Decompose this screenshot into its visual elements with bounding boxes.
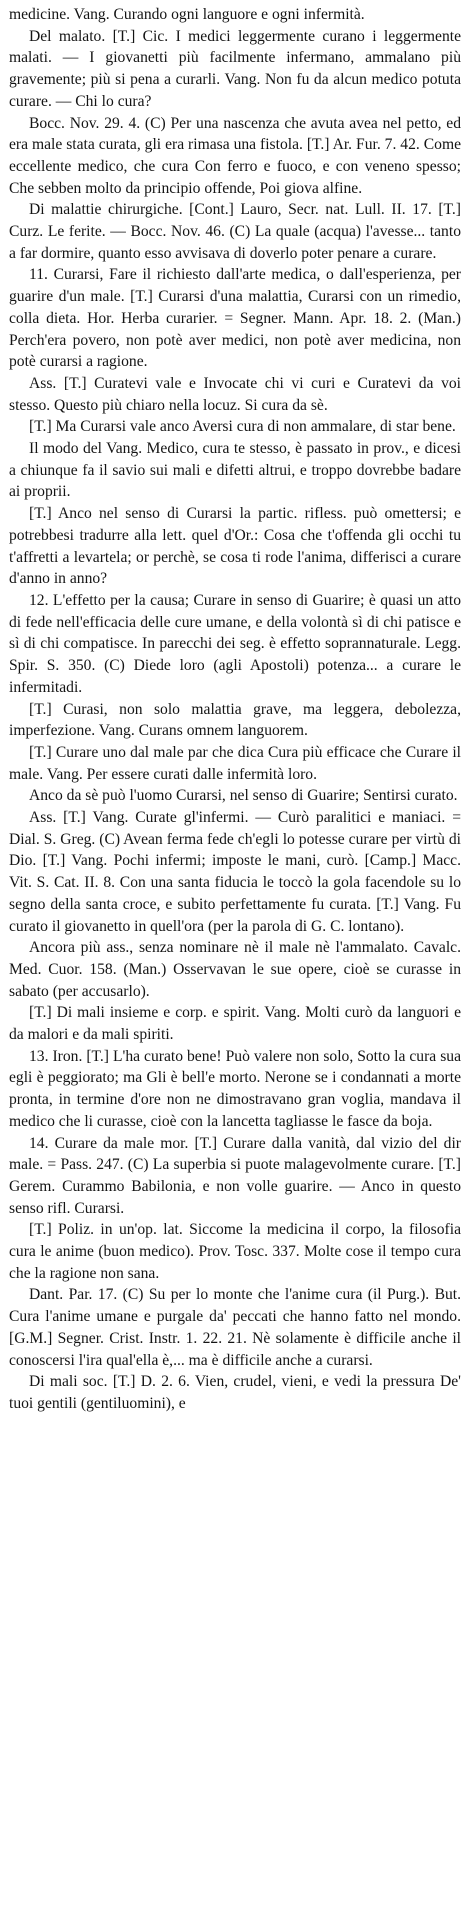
- paragraph: [T.] Curare uno dal male par che dica Cura più efficace che Curare il male. Vang. Per essere curati dalle infermità loro.: [9, 743, 461, 783]
- paragraph: [T.] Poliz. in un'op. lat. Siccome la medicina il corpo, la filosofia cura le anime (buon medico). Prov. Tosc. 337. Molte cose il tempo cura che la ragione non sana.: [9, 1221, 461, 1282]
- paragraph-section-14: 14. Curare da male mor. [T.] Curare dalla vanità, dal vizio del dir male. = Pass. 247. (C) La superbia si puote malagevolmente curare. [T.] Gerem. Curammo Babilonia, e non volle guarire. — Anco in questo senso rifl. Curarsi.: [9, 1134, 461, 1217]
- paragraph: Dant. Par. 17. (C) Su per lo monte che l'anime cura (il Purg.). But. Cura l'anime umane e purgale da' peccati che hanno fatto nel mondo. [G.M.] Segner. Crist. Instr. 1. 22. 21. Nè solamente è difficile anche il conoscersi l'ira qual'ella è,... ma è difficile anche a curarsi.: [9, 1286, 461, 1369]
- paragraph: Il modo del Vang. Medico, cura te stesso, è passato in prov., e dicesi a chiunque fa il savio sui mali e difetti altrui, e troppo dovrebbe badare ai proprii.: [9, 440, 461, 501]
- paragraph: Ancora più ass., senza nominare nè il male nè l'ammalato. Cavalc. Med. Cuor. 158. (Man.) Osservavan le sue opere, cioè se curasse in sabato (per accusarlo).: [9, 939, 461, 1000]
- paragraph: [T.] Ma Curarsi vale anco Aversi cura di non ammalare, di star bene.: [29, 418, 456, 436]
- paragraph-section-13: 13. Iron. [T.] L'ha curato bene! Può valere non solo, Sotto la cura sua egli è peggiorato; ma Gli è bell'e morto. Nerone se i condannati a morte pronta, in termine d'ore non ne dimostravano gran voglia, mandava il medico che li curasse, cioè con la lancetta tagliasse le fasce da boja.: [9, 1047, 461, 1130]
- paragraph-section-11: 11. Curarsi, Fare il richiesto dall'arte medica, o dall'esperienza, per guarire d'un male. [T.] Curarsi d'una malattia, Curarsi con un rimedio, colla dieta. Hor. Herba curarier. = Segner. Mann. Apr. 18. 2. (Man.) Perch'era povero, non potè aver medici, non potè aver medicina, non potè curarsi a ragione.: [9, 266, 461, 371]
- paragraph: Di mali soc. [T.] D. 2. 6. Vien, crudel, vieni, e vedi la pressura De' tuoi gentili (gentiluomini), e: [9, 1373, 461, 1412]
- paragraph: [T.] Anco nel senso di Curarsi la partic. rifless. può omettersi; e potrebbesi tradurre alla lett. quel d'Or.: Cosa che t'offenda gli occhi tu t'affretti a levartela; or perchè, se cosa ti rode l'anima, differisci a curare d'anno in anno?: [9, 505, 461, 588]
- paragraph: [T.] Curasi, non solo malattia grave, ma leggera, debolezza, imperfezione. Vang. Curans omnem languorem.: [9, 700, 461, 740]
- paragraph: Ass. [T.] Curatevi vale e Invocate chi vi curi e Curatevi da voi stesso. Questo più chiaro nella locuz. Si cura da sè.: [9, 374, 461, 414]
- paragraph: Del malato. [T.] Cic. I medici leggermente curano i leggermente malati. — I giovanetti più facilmente infermano, ammalano più gravemente; più si pena a curarli. Vang. Non fu da alcun medico potuta curare. — Chi lo cura?: [9, 27, 461, 110]
- paragraph: medicine. Vang. Curando ogni languore e ogni infermità.: [9, 6, 365, 23]
- paragraph: Ass. [T.] Vang. Curate gl'infermi. — Curò paralitici e maniaci. = Dial. S. Greg. (C) Avean ferma fede ch'egli lo potesse curare per virtù di Dio. [T.] Vang. Pochi infermi; imposte le mani, curò. [Camp.] Macc. Vit. S. Cat. II. 8. Con una santa fiducia le toccò la gola facendole su lo segno della santa croce, e subito perfettamente fu curata. [T.] Vang. Fu curato il giovanetto in quell'ora (per la parola di G. C. lontano).: [9, 809, 461, 935]
- paragraph: Bocc. Nov. 29. 4. (C) Per una nascenza che avuta avea nel petto, ed era male stata curata, gli era rimasa una fistola. [T.] Ar. Fur. 7. 42. Come eccellente medico, che cura Con ferro e fuoco, e con veneno spesso; Che sebben molto da principio offende, Poi giova alfine.: [9, 114, 461, 197]
- paragraph-section-12: 12. L'effetto per la causa; Curare in senso di Guarire; è quasi un atto di fede nell'efficacia delle cure umane, e della volontà sì di chi patisce e sì di chi compatisce. In parecchi dei seg. è effetto soprannaturale. Legg. Spir. S. 350. (C) Diede loro (agli Apostoli) potenza... a curare le infermitadi.: [9, 591, 461, 696]
- paragraph: [T.] Di mali insieme e corp. e spirit. Vang. Molti curò da languori e da malori e da mali spiriti.: [9, 1004, 461, 1044]
- paragraph: Di malattie chirurgiche. [Cont.] Lauro, Secr. nat. Lull. II. 17. [T.] Curz. Le ferite. — Bocc. Nov. 46. (C) La quale (acqua) l'avesse... tanto a far dormire, quanto esso avvisava di doverlo poter penare a curare.: [9, 201, 461, 262]
- paragraph: Anco da sè può l'uomo Curarsi, nel senso di Guarire; Sentirsi curato.: [29, 787, 458, 805]
